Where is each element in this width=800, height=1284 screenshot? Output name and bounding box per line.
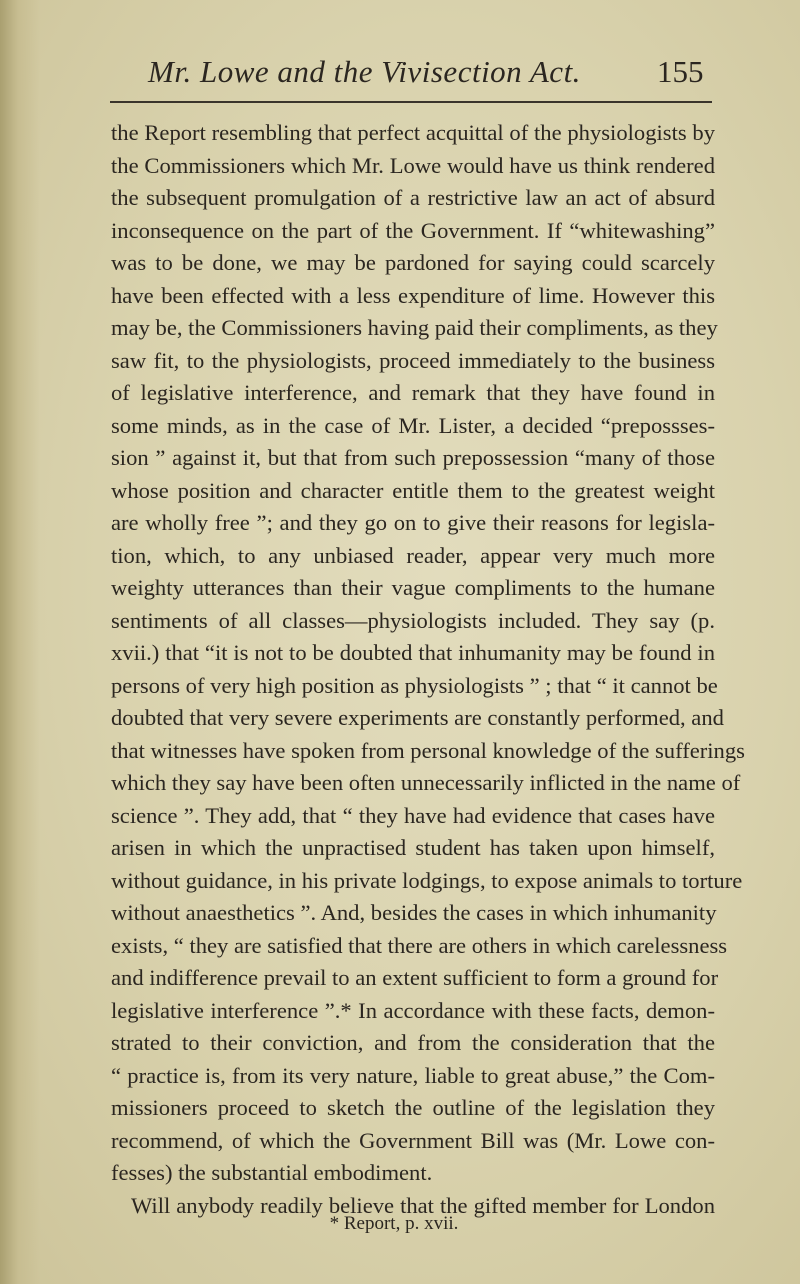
text-line: recommend, of which the Government Bill was (Mr. Lowe con- xyxy=(111,1127,715,1153)
text-line: exists, “ they are satisfied that there are others in which carelessness xyxy=(111,932,728,958)
text-line: science ”. They add, that “ they have had evidence that cases have xyxy=(111,802,715,828)
text-line: which they say have been often unnecessarily inflicted in the name of xyxy=(111,770,741,795)
text-line: doubted that very severe experiments are constantly performed, and xyxy=(111,705,724,730)
text-line: “ practice is, from its very nature, liable to great abuse,” the Com- xyxy=(111,1062,715,1088)
text-line: and indifference prevail to an extent sufficient to form a ground for xyxy=(111,965,719,990)
text-line: Will anybody readily believe that the gifted member for London xyxy=(131,1192,715,1218)
text-line: was to be done, we may be pardoned for saying could scarcely xyxy=(111,250,715,275)
footnote-text: * Report, p. xvii. xyxy=(329,1213,459,1234)
body-text xyxy=(111,117,745,1222)
text-line: tion, which, to any unbiased reader, appear very much more xyxy=(111,542,715,568)
text-line: xvii.) that “it is not to be doubted that inhumanity may be found in xyxy=(111,640,715,665)
text-line: the Report resembling that perfect acquittal of the physiologists by xyxy=(111,120,715,145)
text-line: are wholly free ”; and they go on to give their reasons for legisla- xyxy=(111,510,715,535)
page-header xyxy=(0,52,800,96)
text-line: of legislative interference, and remark that they have found in xyxy=(111,380,715,405)
running-title: Mr. Lowe and the Vivisection Act. xyxy=(148,54,581,89)
text-line: strated to their conviction, and from the consideration that the xyxy=(111,1030,715,1055)
header-rule xyxy=(110,101,712,103)
text-line: that witnesses have spoken from personal knowledge of the sufferings xyxy=(111,737,745,763)
text-line: arisen in which the unpractised student has taken upon himself, xyxy=(111,835,715,860)
page-number: 155 xyxy=(657,54,704,89)
text-line: sion ” against it, but that from such prepossession “many of those xyxy=(111,445,715,470)
binding-shadow xyxy=(0,0,40,1284)
text-line: some minds, as in the case of Mr. Lister, a decided “prepossses- xyxy=(111,412,715,438)
text-line: missioners proceed to sketch the outline of the legislation they xyxy=(111,1095,715,1120)
text-line: whose position and character entitle them to the greatest weight xyxy=(111,477,715,503)
text-line: without anaesthetics ”. And, besides the cases in which inhumanity xyxy=(111,900,717,925)
text-line: without guidance, in his private lodgings, to expose animals to torture xyxy=(111,867,743,893)
text-line: the Commissioners which Mr. Lowe would have us think rendered xyxy=(111,152,715,178)
text-line: have been effected with a less expenditure of lime. However this xyxy=(111,282,715,308)
text-line: inconsequence on the part of the Government. If “whitewashing” xyxy=(111,217,715,243)
text-line: weighty utterances than their vague compliments to the humane xyxy=(111,575,715,600)
text-line: the subsequent promulgation of a restrictive law an act of absurd xyxy=(111,185,715,210)
text-line: persons of very high position as physiologists ” ; that “ it cannot be xyxy=(111,672,718,698)
footnote xyxy=(0,1213,800,1235)
text-line: saw fit, to the physiologists, proceed immediately to the business xyxy=(111,347,715,373)
text-line: fesses) the substantial embodiment. xyxy=(111,1160,433,1185)
text-line: legislative interference ”.* In accordance with these facts, demon- xyxy=(111,997,715,1023)
text-line: sentiments of all classes—physiologists included. They say (p. xyxy=(111,607,715,633)
text-line: may be, the Commissioners having paid their compliments, as they xyxy=(111,315,718,340)
